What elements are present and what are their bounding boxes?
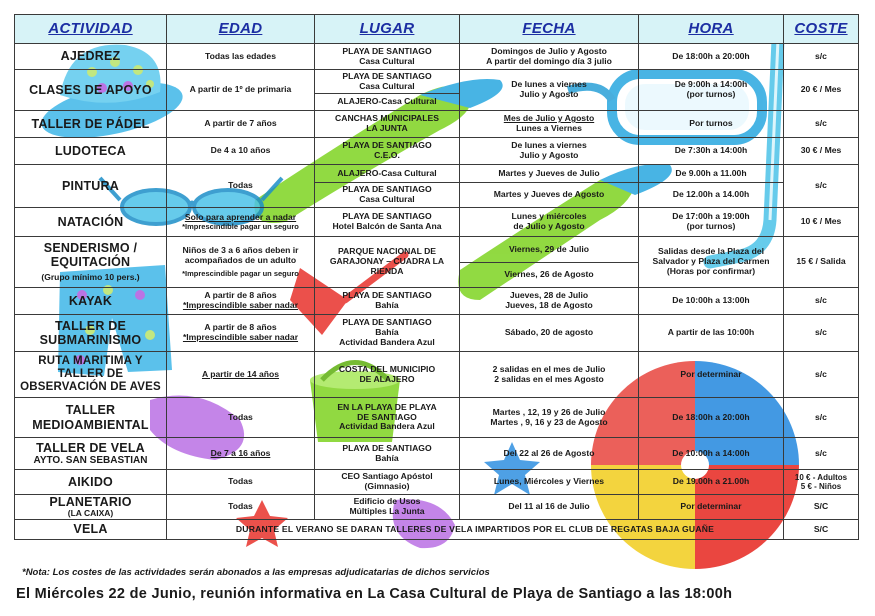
date-line: Martes , 9, 16 y 23 de Agosto	[490, 416, 608, 427]
place-cell	[315, 183, 460, 208]
header-lugar: LUGAR	[315, 15, 460, 44]
date-line: Julio y Agosto	[519, 150, 579, 160]
activity-line: EQUITACIÓN	[50, 255, 131, 270]
time-line: (por turnos)	[686, 89, 736, 99]
table-row	[15, 138, 859, 165]
place-cell	[315, 398, 460, 438]
date-cell	[460, 398, 639, 438]
age-cell: A partir de 14 años	[167, 352, 315, 398]
activity-sub: AYTO. SAN SEBASTIAN	[33, 454, 148, 466]
place-line: PLAYA DE SANTIAGO	[342, 140, 432, 151]
table-row	[15, 70, 859, 94]
activity-line: TALLER DE	[54, 318, 126, 333]
place-line: Actividad Bandera Azul	[339, 336, 435, 347]
time-cell: De 9.00h a 11.00h	[639, 165, 784, 183]
place-line: COSTA DEL MUNICIPIO	[338, 363, 436, 374]
date-line: A partir del domingo día 3 julio	[486, 55, 612, 66]
age-cell: De 7 a 16 años	[167, 438, 315, 470]
date-line: 2 salidas en el mes Agosto	[494, 373, 604, 384]
age-line: A partir de 8 años	[204, 290, 277, 301]
place-cell	[315, 138, 460, 165]
place-line: C.E.O.	[374, 150, 400, 160]
date-cell: Lunes, Miércoles y Viernes	[460, 470, 639, 495]
table-row	[15, 208, 859, 237]
vela-description: DURANTE EL VERANO SE DARAN TALLERES DE VELA IMPARTIDOS POR EL CLUB DE REGATAS BAJA GUAÑE	[167, 520, 784, 540]
place-line: PLAYA DE SANTIAGO	[342, 184, 432, 195]
date-cell	[460, 138, 639, 165]
cost-cell: S/C	[784, 520, 859, 540]
table-row	[15, 237, 859, 263]
activity-name: AIKIDO	[15, 470, 167, 495]
place-line: Casa Cultural	[359, 55, 415, 66]
date-line: De lunes a viernes	[511, 140, 587, 151]
place-line: LA JUNTA	[366, 123, 408, 133]
time-cell: De 18:00h a 20:00h	[639, 398, 784, 438]
date-cell: Viernes, 29 de Julio	[460, 237, 639, 263]
table-row	[15, 520, 859, 540]
activity-name	[15, 352, 167, 398]
time-cell	[639, 70, 784, 111]
age-cell: A partir de 7 años	[167, 111, 315, 138]
age-cell: De 4 a 10 años	[167, 138, 315, 165]
age-note: *Imprescindible saber nadar	[182, 300, 299, 310]
date-line: de Julio y Agosto	[513, 221, 585, 231]
time-line: Salidas desde la Plaza del	[657, 246, 765, 257]
age-cell: Todas	[167, 398, 315, 438]
activity-line: RUTA MARITIMA Y	[38, 354, 143, 367]
place-line: Bahía	[375, 327, 399, 338]
date-cell	[460, 288, 639, 315]
activity-name: AJEDREZ	[15, 44, 167, 70]
place-cell	[315, 70, 460, 94]
place-cell	[315, 495, 460, 520]
age-cell	[167, 237, 315, 288]
time-cell: Por determinar	[639, 352, 784, 398]
time-cell: De 12.00h a 14.00h	[639, 183, 784, 208]
place-line: PLAYA DE SANTIAGO	[342, 211, 432, 222]
date-cell: Del 22 al 26 de Agosto	[460, 438, 639, 470]
cost-cell: 15 € / Salida	[784, 237, 859, 288]
activity-sub: (LA CAIXA)	[67, 508, 114, 519]
place-line: Bahía	[375, 452, 399, 463]
place-cell	[315, 111, 460, 138]
place-line: EN LA PLAYA DE PLAYA	[337, 401, 437, 412]
time-cell	[639, 208, 784, 237]
age-cell: A partir de 1º de primaria	[167, 70, 315, 111]
header-row	[15, 15, 859, 44]
activity-line: OBSERVACIÓN DE AVES	[20, 381, 161, 394]
age-cell	[167, 288, 315, 315]
table-row	[15, 288, 859, 315]
place-line: Hotel Balcón de Santa Ana	[332, 221, 442, 231]
table-row	[15, 352, 859, 398]
age-cell: Todas	[167, 470, 315, 495]
date-line: Lunes y miércoles	[511, 211, 587, 222]
time-cell	[639, 237, 784, 288]
activity-name: NATACIÓN	[15, 208, 167, 237]
age-cell	[167, 208, 315, 237]
table-row	[15, 44, 859, 70]
time-line: (Horas por confirmar)	[666, 265, 756, 276]
place-line: Múltiples La Junta	[349, 506, 425, 517]
cost-cell: s/c	[784, 398, 859, 438]
date-line: Mes de Julio y Agosto	[503, 113, 595, 124]
place-line: PARQUE NACIONAL DE	[337, 246, 437, 257]
cost-cell: s/c	[784, 315, 859, 352]
place-line: Bahía	[375, 300, 399, 310]
cost-cell: 20 € / Mes	[784, 70, 859, 111]
date-line: Lunes a Viernes	[516, 123, 582, 133]
age-note: *Imprescindible pagar un seguro	[182, 221, 299, 231]
activity-line: TALLER DE	[57, 367, 124, 380]
age-note: *Imprescindible pagar un seguro	[182, 268, 299, 278]
place-line: PLAYA DE SANTIAGO	[342, 290, 432, 301]
activity-name	[15, 438, 167, 470]
activity-name: CLASES DE APOYO	[15, 70, 167, 111]
date-cell: Sábado, 20 de agosto	[460, 315, 639, 352]
time-line: De 17:00h a 19:00h	[672, 211, 750, 222]
date-cell: Viernes, 26 de Agosto	[460, 263, 639, 288]
place-cell: ALAJERO-Casa Cultural	[315, 94, 460, 111]
place-cell	[315, 44, 460, 70]
cost-line: 10 € - Adultos	[794, 472, 848, 482]
cost-cell: s/c	[784, 288, 859, 315]
age-line: A partir de 8 años	[204, 322, 277, 333]
place-line: DE SANTIAGO	[357, 411, 417, 422]
time-cell: De 10:00h a 13:00h	[639, 288, 784, 315]
activity-name	[15, 315, 167, 352]
activity-line: PLANETARIO	[49, 495, 132, 509]
date-cell: Martes y Jueves de Julio	[460, 165, 639, 183]
place-cell	[315, 315, 460, 352]
activity-line: TALLER	[65, 403, 116, 418]
place-cell	[315, 208, 460, 237]
place-cell	[315, 288, 460, 315]
activity-name	[15, 398, 167, 438]
age-line: Niños de 3 a 6 años deben ir	[182, 244, 299, 255]
date-cell	[460, 111, 639, 138]
age-cell: Todas	[167, 495, 315, 520]
place-line: GARAJONAY – CUADRA LA	[329, 256, 445, 267]
date-cell: Martes y Jueves de Agosto	[460, 183, 639, 208]
activity-line: SUBMARINISMO	[39, 333, 142, 347]
activity-name	[15, 495, 167, 520]
time-line: (por turnos)	[686, 221, 736, 231]
date-line: Martes , 12, 19 y 26 de Julio	[492, 406, 606, 417]
schedule-table	[14, 14, 859, 540]
cost-line: 5 € - Niños	[800, 482, 842, 491]
time-cell: Por turnos	[639, 111, 784, 138]
activity-sub: (Grupo mínimo 10 pers.)	[41, 272, 140, 283]
cost-cell: S/C	[784, 495, 859, 520]
activity-line: MEDIOAMBIENTAL	[32, 417, 149, 432]
cost-cell	[784, 470, 859, 495]
time-cell: De 19.00h a 21.00h	[639, 470, 784, 495]
table-row	[15, 438, 859, 470]
activity-name: TALLER DE PÁDEL	[15, 111, 167, 138]
age-line: Solo para aprender a nadar	[184, 211, 297, 222]
table-row	[15, 111, 859, 138]
date-line: Jueves, 28 de Julio	[509, 290, 589, 301]
table-row	[15, 495, 859, 520]
activity-line: TALLER DE VELA	[36, 440, 145, 455]
place-cell	[315, 438, 460, 470]
cost-footnote: *Nota: Los costes de las actividades serán abonados a las empresas adjudicatarias de dichos servicios	[22, 567, 490, 578]
place-line: (Gimnasio)	[364, 481, 410, 491]
cost-cell: 30 € / Mes	[784, 138, 859, 165]
date-cell	[460, 352, 639, 398]
date-cell	[460, 70, 639, 111]
age-note: *Imprescindible saber nadar	[182, 332, 299, 342]
place-line: DE ALAJERO	[359, 373, 415, 384]
date-cell: Del 11 al 16 de Julio	[460, 495, 639, 520]
age-line: acompañados de un adulto	[184, 254, 297, 265]
place-line: PLAYA DE SANTIAGO	[342, 442, 432, 453]
place-cell: ALAJERO-Casa Cultural	[315, 165, 460, 183]
time-line: Salvador y Plaza del Carmen	[652, 256, 770, 267]
time-cell: De 7:30h a 14:00h	[639, 138, 784, 165]
table-row	[15, 398, 859, 438]
cost-cell: s/c	[784, 165, 859, 208]
activity-name: VELA	[15, 520, 167, 540]
meeting-announcement: El Miércoles 22 de Junio, reunión informativa en La Casa Cultural de Playa de Santiago a las 18:00h	[16, 586, 733, 602]
header-edad: EDAD	[167, 15, 315, 44]
activity-name: LUDOTECA	[15, 138, 167, 165]
cost-cell: s/c	[784, 438, 859, 470]
place-line: PLAYA DE SANTIAGO	[342, 317, 432, 328]
place-cell	[315, 470, 460, 495]
place-cell	[315, 237, 460, 288]
date-line: Domingos de Julio y Agosto	[491, 45, 607, 56]
date-line: 2 salidas en el mes de Julio	[492, 363, 606, 374]
header-actividad: ACTIVIDAD	[15, 15, 167, 44]
place-line: Edificio de Usos	[353, 496, 421, 507]
activities-schedule	[14, 14, 858, 540]
table-row	[15, 470, 859, 495]
place-line: Casa Cultural	[359, 194, 415, 204]
time-cell: Por determinar	[639, 495, 784, 520]
table-row	[15, 315, 859, 352]
cost-cell: 10 € / Mes	[784, 208, 859, 237]
header-coste: COSTE	[784, 15, 859, 44]
place-line: Casa Cultural	[359, 80, 415, 91]
activity-name: PINTURA	[15, 165, 167, 208]
activity-name: KAYAK	[15, 288, 167, 315]
table-row	[15, 165, 859, 183]
age-cell: Todas las edades	[167, 44, 315, 70]
header-fecha: FECHA	[460, 15, 639, 44]
cost-cell: s/c	[784, 352, 859, 398]
time-cell: A partir de las 10:00h	[639, 315, 784, 352]
place-line: PLAYA DE SANTIAGO	[342, 45, 432, 56]
date-cell	[460, 44, 639, 70]
place-line: CANCHAS MUNICIPALES	[335, 113, 439, 124]
place-line: Actividad Bandera Azul	[339, 421, 435, 432]
time-cell: De 10:00h a 14:00h	[639, 438, 784, 470]
place-line: RIENDA	[370, 265, 404, 276]
date-line: Jueves, 18 de Agosto	[505, 300, 593, 310]
cost-cell: s/c	[784, 111, 859, 138]
time-cell: De 18:00h a 20:00h	[639, 44, 784, 70]
date-line: Julio y Agosto	[519, 89, 579, 99]
cost-cell: s/c	[784, 44, 859, 70]
date-line: De lunes a viernes	[511, 79, 587, 90]
activity-line: SENDERISMO /	[43, 240, 138, 255]
activity-name	[15, 237, 167, 288]
place-line: CEO Santiago Apóstol	[341, 471, 433, 482]
date-cell	[460, 208, 639, 237]
header-hora: HORA	[639, 15, 784, 44]
place-line: PLAYA DE SANTIAGO	[342, 70, 432, 81]
age-cell	[167, 315, 315, 352]
age-cell: Todas	[167, 165, 315, 208]
place-cell	[315, 352, 460, 398]
time-line: De 9:00h a 14:00h	[674, 79, 748, 90]
